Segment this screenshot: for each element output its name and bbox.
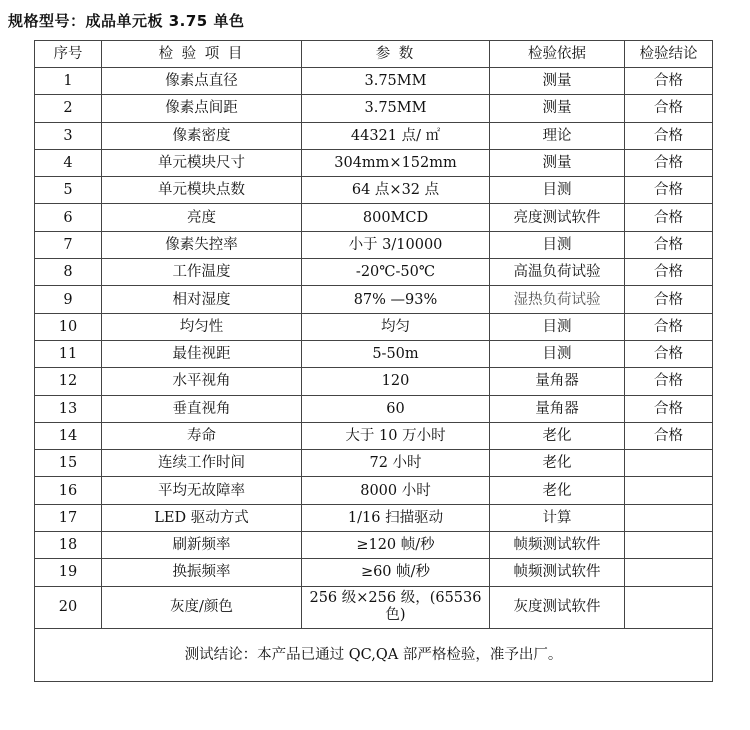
row-param-cell: 87% —93% (302, 286, 490, 313)
row-no-cell: 19 (35, 559, 102, 586)
table-row (35, 340, 713, 367)
row-result-cell: 合格 (625, 204, 713, 231)
row-basis-cell: 亮度测试软件 (490, 204, 625, 231)
row-basis-cell: 湿热负荷试验 (490, 286, 625, 313)
row-result-cell (625, 532, 713, 559)
row-basis-cell: 测量 (490, 149, 625, 176)
row-param-cell: 800MCD (302, 204, 490, 231)
row-result-cell: 合格 (625, 340, 713, 367)
row-basis-cell: 目测 (490, 177, 625, 204)
row-param-cell: 44321 点/ ㎡ (302, 122, 490, 149)
row-no-cell: 3 (35, 122, 102, 149)
row-param-cell: 5-50m (302, 340, 490, 367)
row-item-cell: 像素密度 (102, 122, 302, 149)
table-row (35, 204, 713, 231)
row-no-cell: 11 (35, 340, 102, 367)
row-param-cell: 64 点×32 点 (302, 177, 490, 204)
row-basis-cell: 计算 (490, 504, 625, 531)
row-result-cell: 合格 (625, 177, 713, 204)
row-item-cell: LED 驱动方式 (102, 504, 302, 531)
row-param-cell: 均匀 (302, 313, 490, 340)
test-conclusion: 测试结论：本产品已通过 QC,QA 部严格检验，准予出厂。 (35, 628, 713, 681)
row-item-cell: 相对湿度 (102, 286, 302, 313)
row-param-cell: 256 级×256 级，(65536 色) (302, 586, 490, 628)
row-item-cell: 寿命 (102, 422, 302, 449)
row-param-cell: 60 (302, 395, 490, 422)
row-result-cell: 合格 (625, 149, 713, 176)
header-no: 序号 (35, 41, 102, 68)
row-item-cell: 像素点直径 (102, 68, 302, 95)
table-row (35, 231, 713, 258)
table-row (35, 149, 713, 176)
row-param-cell: 1/16 扫描驱动 (302, 504, 490, 531)
row-result-cell (625, 450, 713, 477)
row-no-cell: 5 (35, 177, 102, 204)
row-item-cell: 像素点间距 (102, 95, 302, 122)
row-no-cell: 9 (35, 286, 102, 313)
row-no-cell: 2 (35, 95, 102, 122)
row-param-cell: ≥60 帧/秒 (302, 559, 490, 586)
row-basis-cell: 老化 (490, 450, 625, 477)
row-result-cell (625, 477, 713, 504)
table-body (35, 68, 713, 629)
row-param-cell: -20℃-50℃ (302, 259, 490, 286)
row-result-cell (625, 586, 713, 628)
inspection-table (34, 40, 713, 682)
table-row (35, 95, 713, 122)
row-item-cell: 水平视角 (102, 368, 302, 395)
row-basis-cell: 灰度测试软件 (490, 586, 625, 628)
table-row (35, 177, 713, 204)
row-param-cell: ≥120 帧/秒 (302, 532, 490, 559)
conclusion-row (35, 628, 713, 681)
table-row (35, 368, 713, 395)
row-basis-cell: 帧频测试软件 (490, 559, 625, 586)
table-row (35, 559, 713, 586)
table-row (35, 122, 713, 149)
row-no-cell: 8 (35, 259, 102, 286)
row-result-cell (625, 504, 713, 531)
row-basis-cell: 测量 (490, 95, 625, 122)
row-param-cell: 大于 10 万小时 (302, 422, 490, 449)
row-basis-cell: 量角器 (490, 368, 625, 395)
row-item-cell: 像素失控率 (102, 231, 302, 258)
row-item-cell: 单元模块点数 (102, 177, 302, 204)
header-item: 检 验 项 目 (102, 41, 302, 68)
table-row (35, 477, 713, 504)
header-param: 参 数 (302, 41, 490, 68)
table-row (35, 395, 713, 422)
row-basis-cell: 理论 (490, 122, 625, 149)
row-result-cell: 合格 (625, 422, 713, 449)
row-result-cell: 合格 (625, 313, 713, 340)
table-row (35, 313, 713, 340)
row-no-cell: 16 (35, 477, 102, 504)
row-no-cell: 13 (35, 395, 102, 422)
row-item-cell: 均匀性 (102, 313, 302, 340)
row-item-cell: 灰度/颜色 (102, 586, 302, 628)
row-item-cell: 平均无故障率 (102, 477, 302, 504)
row-no-cell: 20 (35, 586, 102, 628)
row-basis-cell: 高温负荷试验 (490, 259, 625, 286)
row-param-cell: 3.75MM (302, 68, 490, 95)
table-row (35, 286, 713, 313)
row-no-cell: 10 (35, 313, 102, 340)
row-basis-cell: 目测 (490, 313, 625, 340)
document-title: 规格型号：成品单元板 3.75 单色 (8, 12, 245, 30)
row-result-cell: 合格 (625, 95, 713, 122)
row-result-cell: 合格 (625, 122, 713, 149)
table-header-row (35, 41, 713, 68)
row-result-cell: 合格 (625, 368, 713, 395)
row-no-cell: 6 (35, 204, 102, 231)
row-item-cell: 连续工作时间 (102, 450, 302, 477)
row-param-cell: 3.75MM (302, 95, 490, 122)
row-no-cell: 1 (35, 68, 102, 95)
row-result-cell: 合格 (625, 231, 713, 258)
table-row (35, 422, 713, 449)
table-row (35, 504, 713, 531)
row-no-cell: 15 (35, 450, 102, 477)
header-basis: 检验依据 (490, 41, 625, 68)
row-item-cell: 工作温度 (102, 259, 302, 286)
table-row (35, 259, 713, 286)
row-param-cell: 120 (302, 368, 490, 395)
row-no-cell: 7 (35, 231, 102, 258)
row-basis-cell: 测量 (490, 68, 625, 95)
row-no-cell: 17 (35, 504, 102, 531)
row-result-cell (625, 559, 713, 586)
header-result: 检验结论 (625, 41, 713, 68)
row-basis-cell: 目测 (490, 231, 625, 258)
table-row (35, 450, 713, 477)
row-result-cell: 合格 (625, 395, 713, 422)
table-row (35, 532, 713, 559)
row-item-cell: 单元模块尺寸 (102, 149, 302, 176)
row-basis-cell: 目测 (490, 340, 625, 367)
row-result-cell: 合格 (625, 259, 713, 286)
row-basis-cell: 老化 (490, 422, 625, 449)
table-row (35, 68, 713, 95)
row-param-cell: 304mm×152mm (302, 149, 490, 176)
table-row (35, 586, 713, 628)
row-basis-cell: 老化 (490, 477, 625, 504)
row-item-cell: 换振频率 (102, 559, 302, 586)
row-param-cell: 72 小时 (302, 450, 490, 477)
row-basis-cell: 帧频测试软件 (490, 532, 625, 559)
row-item-cell: 最佳视距 (102, 340, 302, 367)
row-param-cell: 小于 3/10000 (302, 231, 490, 258)
row-result-cell: 合格 (625, 286, 713, 313)
row-basis-cell: 量角器 (490, 395, 625, 422)
row-item-cell: 亮度 (102, 204, 302, 231)
row-no-cell: 4 (35, 149, 102, 176)
row-item-cell: 刷新频率 (102, 532, 302, 559)
row-no-cell: 12 (35, 368, 102, 395)
row-result-cell: 合格 (625, 68, 713, 95)
row-no-cell: 18 (35, 532, 102, 559)
row-item-cell: 垂直视角 (102, 395, 302, 422)
row-param-cell: 8000 小时 (302, 477, 490, 504)
row-no-cell: 14 (35, 422, 102, 449)
